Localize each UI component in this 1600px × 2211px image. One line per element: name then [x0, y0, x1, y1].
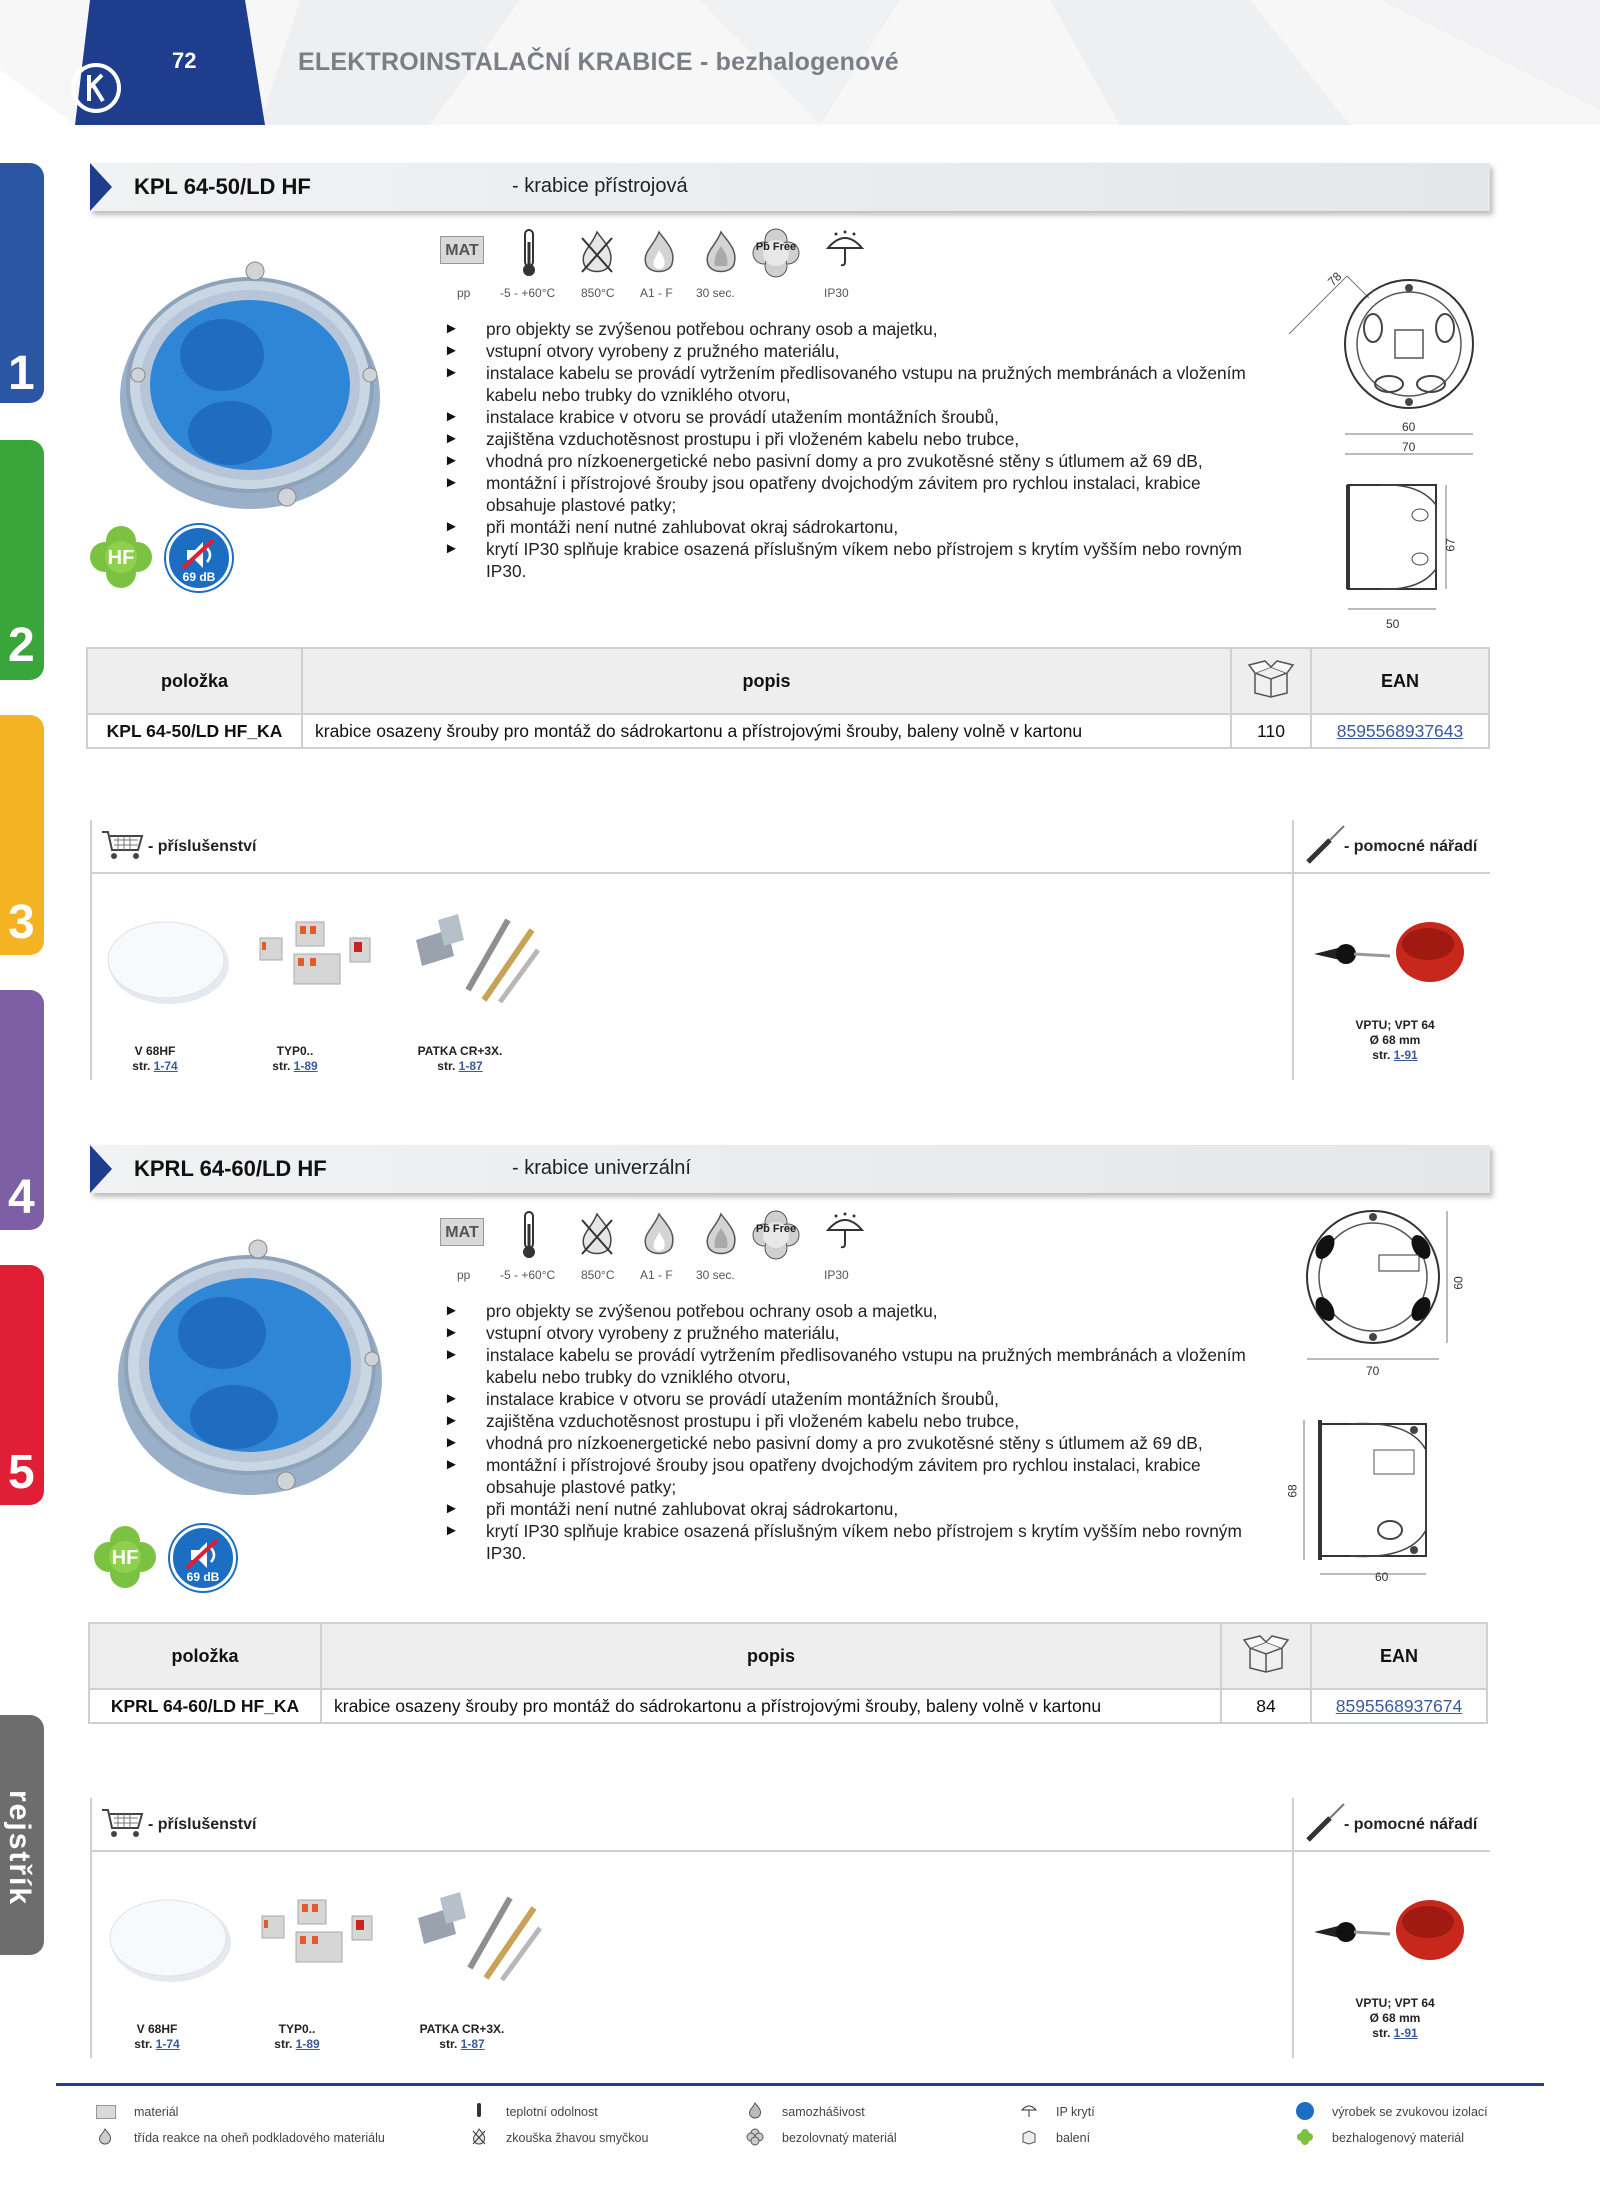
feature-item: ► instalace krabice v otvoru se provádí utažením montážních šroubů,: [444, 406, 1264, 428]
accessories-label: - příslušenství: [148, 838, 257, 855]
accessory-item[interactable]: [390, 1044, 530, 1074]
legend-label: balení: [1056, 2131, 1091, 2145]
dim-depth: 50: [1386, 617, 1400, 631]
accessory-page-prefix: str.: [134, 2037, 153, 2051]
product-code: KPRL 64-60/LD HF: [134, 1156, 327, 1181]
glow-wire-icon: [470, 2128, 488, 2146]
dim-height-top: 60: [1451, 1276, 1466, 1290]
tab-2-label: 2: [8, 619, 35, 672]
accessory-page-prefix: str.: [437, 1059, 456, 1073]
pb-free-icon: [752, 228, 800, 278]
tab-3-label: 3: [8, 896, 35, 949]
product-table: [88, 1622, 1488, 1724]
mounting-foot-photo: [408, 900, 548, 1010]
feature-item: ► vstupní otvory vyrobeny z pružného materiálu,: [444, 1322, 1264, 1344]
product-code: KPL 64-50/LD HF: [134, 174, 311, 199]
self-extinguish-value: 30 sec.: [696, 1268, 735, 1282]
hf-icon: [1296, 2128, 1314, 2146]
accessory-page-prefix: str.: [274, 2037, 293, 2051]
feature-item: ► zajištěna vzduchotěsnost prostupu i při vloženém kabelu nebo trubce,: [444, 1410, 1264, 1432]
item-ean-link[interactable]: 8595568937643: [1311, 714, 1489, 748]
tab-2[interactable]: [0, 440, 44, 680]
footer-divider: [56, 2083, 1544, 2086]
bar-arrow-icon: [90, 1145, 112, 1193]
col-header-desc: popis: [321, 1623, 1221, 1689]
feature-item: ► vhodná pro nízkoenergetické nebo pasivní domy a pro zvukotěsné stěny s útlumem až 69 dB,: [444, 450, 1264, 472]
db-badge-label: 69 dB: [182, 570, 216, 584]
tool-size: Ø 68 mm: [1369, 1033, 1421, 1047]
dim-inner: 60: [1402, 420, 1416, 434]
dim-diag: 78: [1325, 269, 1345, 289]
cover-photo: [104, 910, 234, 1010]
mounting-foot-photo: [410, 1878, 550, 1988]
item-description: krabice osazeny šrouby pro montáž do sádrokartonu a přístrojovými šrouby, baleny volně v kartonu: [302, 714, 1231, 748]
hole-saw-photo: [1310, 1892, 1480, 1972]
hf-badge: [92, 1524, 158, 1590]
self-extinguish-icon: [746, 2102, 764, 2120]
mat-icon: [440, 1210, 486, 1260]
bar-arrow-icon: [90, 163, 112, 211]
item-code: KPRL 64-60/LD HF_KA: [89, 1689, 321, 1723]
side-view-drawing: [1290, 1410, 1440, 1580]
sound-insulation-badge: [166, 525, 232, 591]
pb-free-icon: [752, 1210, 800, 1260]
top-view-drawing: [1295, 1205, 1465, 1375]
legend-label: bezhalogenový materiál: [1332, 2131, 1465, 2145]
tool-size: Ø 68 mm: [1369, 2011, 1421, 2025]
glow-wire-icon: [574, 1210, 620, 1260]
accessory-item[interactable]: [92, 2022, 222, 2052]
accessory-name: V 68HF: [136, 2022, 178, 2036]
item-quantity: 110: [1231, 714, 1311, 748]
product-type: - krabice univerzální: [512, 1157, 691, 1179]
tab-3[interactable]: [0, 715, 44, 955]
legend-label: bezolovnatý materiál: [782, 2131, 897, 2145]
accessory-page-link[interactable]: 1-89: [295, 2037, 320, 2051]
accessory-page-link[interactable]: 1-87: [458, 1059, 483, 1073]
tool-page-prefix: str.: [1372, 2026, 1391, 2040]
accessory-page-prefix: str.: [132, 1059, 151, 1073]
umbrella-icon: [822, 228, 868, 278]
col-header-item: položka: [87, 648, 302, 714]
accessory-name: PATKA CR+3X.: [417, 1044, 503, 1058]
product-table: [86, 647, 1490, 749]
pb-free-label: Pb Free: [755, 1223, 797, 1235]
tab-5[interactable]: [0, 1265, 44, 1505]
legend-label: výrobek se zvukovou izolací: [1332, 2105, 1488, 2119]
feature-list: [444, 1300, 1264, 1564]
legend-label: zkouška žhavou smyčkou: [506, 2131, 649, 2145]
tab-rejstrik-label: rejstřík: [3, 1790, 36, 1907]
accessory-page-prefix: str.: [439, 2037, 458, 2051]
tab-5-label: 5: [8, 1446, 35, 1499]
feature-item: ► vstupní otvory vyrobeny z pružného materiálu,: [444, 340, 1264, 362]
brand-logo: [70, 62, 122, 114]
box-icon: [1020, 2128, 1038, 2146]
fire-class-value: A1 - F: [640, 286, 673, 300]
accessory-name: V 68HF: [134, 1044, 176, 1058]
tool-name: VPTU; VPT 64: [1355, 1018, 1435, 1032]
hole-saw-photo: [1310, 914, 1480, 994]
product-header-bar: [90, 1145, 1490, 1195]
feature-item: ► montážní i přístrojové šrouby jsou opatřeny dvojchodým závitem pro rychlou instalaci, krabice obsahuje plastové patky;: [444, 472, 1264, 516]
pb-free-label: Pb Free: [755, 241, 797, 253]
accessories-label: - příslušenství: [148, 1816, 257, 1833]
screwdriver-icon: [1304, 822, 1348, 866]
feature-item: ► instalace krabice v otvoru se provádí utažením montážních šroubů,: [444, 1388, 1264, 1410]
col-header-packaging: [1231, 648, 1311, 714]
mat-icon: [96, 2105, 116, 2119]
self-extinguish-icon: [698, 1210, 744, 1260]
accessory-name: TYP0..: [276, 1044, 314, 1058]
feature-item: ► vhodná pro nízkoenergetické nebo pasivní domy a pro zvukotěsné stěny s útlumem až 69 dB,: [444, 1432, 1264, 1454]
connector-photo: [254, 908, 384, 1008]
accessory-page-prefix: str.: [272, 1059, 291, 1073]
col-header-item: položka: [89, 1623, 321, 1689]
tool-page-prefix: str.: [1372, 1048, 1391, 1062]
tool-page-link[interactable]: 1-91: [1393, 1048, 1418, 1062]
temperature-value: -5 - +60°C: [500, 1268, 556, 1282]
umbrella-icon: [1020, 2102, 1038, 2120]
accessory-page-link[interactable]: 1-89: [293, 1059, 318, 1073]
temperature-value: -5 - +60°C: [500, 286, 556, 300]
legend-label: třída reakce na oheň podkladového materiálu: [134, 2131, 385, 2145]
feature-item: ► pro objekty se zvýšenou potřebou ochrany osob a majetku,: [444, 1300, 1264, 1322]
screwdriver-icon: [1304, 1800, 1348, 1844]
material-value: pp: [457, 286, 471, 300]
tools-label: - pomocné nářadí: [1344, 1816, 1478, 1833]
tab-1-label: 1: [8, 347, 35, 400]
item-quantity: 84: [1221, 1689, 1311, 1723]
glow-wire-value: 850°C: [581, 1268, 615, 1282]
mat-icon-label: MAT: [440, 236, 484, 264]
hf-badge: [88, 524, 154, 590]
dim-outer: 70: [1402, 440, 1416, 454]
feature-item: ► krytí IP30 splňuje krabice osazená příslušným víkem nebo přístrojem s krytím vyšším nebo rovným IP30.: [444, 538, 1264, 582]
tab-4-label: 4: [8, 1171, 35, 1224]
thermometer-icon: [470, 2102, 488, 2120]
legend-label: teplotní odolnost: [506, 2105, 598, 2119]
self-extinguish-value: 30 sec.: [696, 286, 735, 300]
side-view-drawing: [1340, 475, 1460, 625]
dim-outer: 70: [1366, 1364, 1380, 1378]
col-header-desc: popis: [302, 648, 1231, 714]
table-row: [87, 714, 1489, 748]
tab-4[interactable]: [0, 990, 44, 1230]
sound-insulation-icon: [1296, 2102, 1314, 2120]
tool-item[interactable]: [1298, 1018, 1492, 1063]
item-ean-link[interactable]: 8595568937674: [1311, 1689, 1487, 1723]
accessories-section: [90, 820, 1490, 1080]
accessory-page-link[interactable]: 1-87: [460, 2037, 485, 2051]
flame-icon: [636, 1210, 682, 1260]
property-icons: [440, 1210, 860, 1290]
db-badge-label: 69 dB: [186, 1570, 220, 1584]
feature-list: [444, 318, 1264, 582]
mat-icon-label: MAT: [440, 1218, 484, 1246]
tool-name: VPTU; VPT 64: [1355, 1996, 1435, 2010]
hf-badge-label: HF: [107, 547, 135, 569]
thermometer-icon: [506, 1210, 552, 1260]
top-view-drawing: [1285, 268, 1475, 468]
feature-item: ► krytí IP30 splňuje krabice osazená příslušným víkem nebo přístrojem s krytím vyšším nebo rovným IP30.: [444, 1520, 1264, 1564]
accessory-name: PATKA CR+3X.: [419, 2022, 505, 2036]
box-icon: [1242, 1634, 1290, 1674]
product-type: - krabice přístrojová: [512, 175, 688, 197]
page-title: ELEKTROINSTALAČNÍ KRABICE - bezhalogenové: [298, 48, 899, 76]
clover-icon: [92, 1524, 158, 1590]
accessories-section: [90, 1798, 1490, 2058]
tool-item[interactable]: [1298, 1996, 1492, 2041]
self-extinguish-icon: [698, 228, 744, 278]
accessory-page-link[interactable]: 1-74: [153, 1059, 178, 1073]
accessory-item[interactable]: [392, 2022, 532, 2052]
sound-insulation-badge: [170, 1525, 236, 1591]
feature-item: ► při montáži není nutné zahlubovat okraj sádrokartonu,: [444, 1498, 1264, 1520]
feature-item: ► instalace kabelu se provádí vytržením předlisovaného vstupu na pružných membránách a vložením kabelu nebo trubky do vzniklého otvoru,: [444, 1344, 1264, 1388]
page-number: 72: [172, 48, 197, 73]
flame-icon: [636, 228, 682, 278]
box-icon: [1247, 659, 1295, 699]
col-header-ean: EAN: [1311, 648, 1489, 714]
dim-height: 67: [1443, 538, 1458, 552]
tool-page-link[interactable]: 1-91: [1393, 2026, 1418, 2040]
product-header-bar: [90, 163, 1490, 213]
property-icons: [440, 228, 860, 308]
feature-item: ► při montáži není nutné zahlubovat okraj sádrokartonu,: [444, 516, 1264, 538]
tools-label: - pomocné nářadí: [1344, 838, 1478, 855]
feature-item: ► pro objekty se zvýšenou potřebou ochrany osob a majetku,: [444, 318, 1264, 340]
col-header-packaging: [1221, 1623, 1311, 1689]
accessory-name: TYP0..: [278, 2022, 316, 2036]
umbrella-icon: [822, 1210, 868, 1260]
feature-item: ► zajištěna vzduchotěsnost prostupu i při vloženém kabelu nebo trubce,: [444, 428, 1264, 450]
accessory-item[interactable]: [90, 1044, 220, 1074]
shopping-cart-icon: [100, 828, 144, 862]
pb-free-icon: [746, 2128, 764, 2146]
feature-item: ► montážní i přístrojové šrouby jsou opatřeny dvojchodým závitem pro rychlou instalaci, krabice obsahuje plastové patky;: [444, 1454, 1264, 1498]
product-photo: [100, 245, 400, 535]
clover-icon: [88, 524, 154, 590]
thermometer-icon: [506, 228, 552, 278]
accessory-item[interactable]: [230, 1044, 360, 1074]
hf-badge-label: HF: [111, 1547, 139, 1569]
item-description: krabice osazeny šrouby pro montáž do sádrokartonu a přístrojovými šrouby, baleny volně v kartonu: [321, 1689, 1221, 1723]
fire-class-value: A1 - F: [640, 1268, 673, 1282]
dim-height: 68: [1285, 1484, 1300, 1498]
legend-label: IP krytí: [1056, 2105, 1095, 2119]
col-header-ean: EAN: [1311, 1623, 1487, 1689]
material-value: pp: [457, 1268, 471, 1282]
accessory-item[interactable]: [232, 2022, 362, 2052]
ip-value: IP30: [824, 1268, 849, 1282]
legend-label: materiál: [134, 2105, 179, 2119]
glow-wire-icon: [574, 228, 620, 278]
table-row: [89, 1689, 1487, 1723]
mat-icon: [440, 228, 486, 278]
ip-value: IP30: [824, 286, 849, 300]
connector-photo: [256, 1886, 386, 1986]
feature-item: ► instalace kabelu se provádí vytržením předlisovaného vstupu na pružných membránách a vložením kabelu nebo trubky do vzniklého otvoru,: [444, 362, 1264, 406]
shopping-cart-icon: [100, 1806, 144, 1840]
legend-label: samozhášivost: [782, 2105, 865, 2119]
tab-1[interactable]: [0, 163, 44, 403]
glow-wire-value: 850°C: [581, 286, 615, 300]
accessory-page-link[interactable]: 1-74: [155, 2037, 180, 2051]
item-code: KPL 64-50/LD HF_KA: [87, 714, 302, 748]
product-photo: [100, 1225, 400, 1515]
dim-depth: 60: [1375, 1570, 1389, 1584]
flame-icon: [96, 2128, 114, 2146]
cover-photo: [106, 1888, 236, 1988]
